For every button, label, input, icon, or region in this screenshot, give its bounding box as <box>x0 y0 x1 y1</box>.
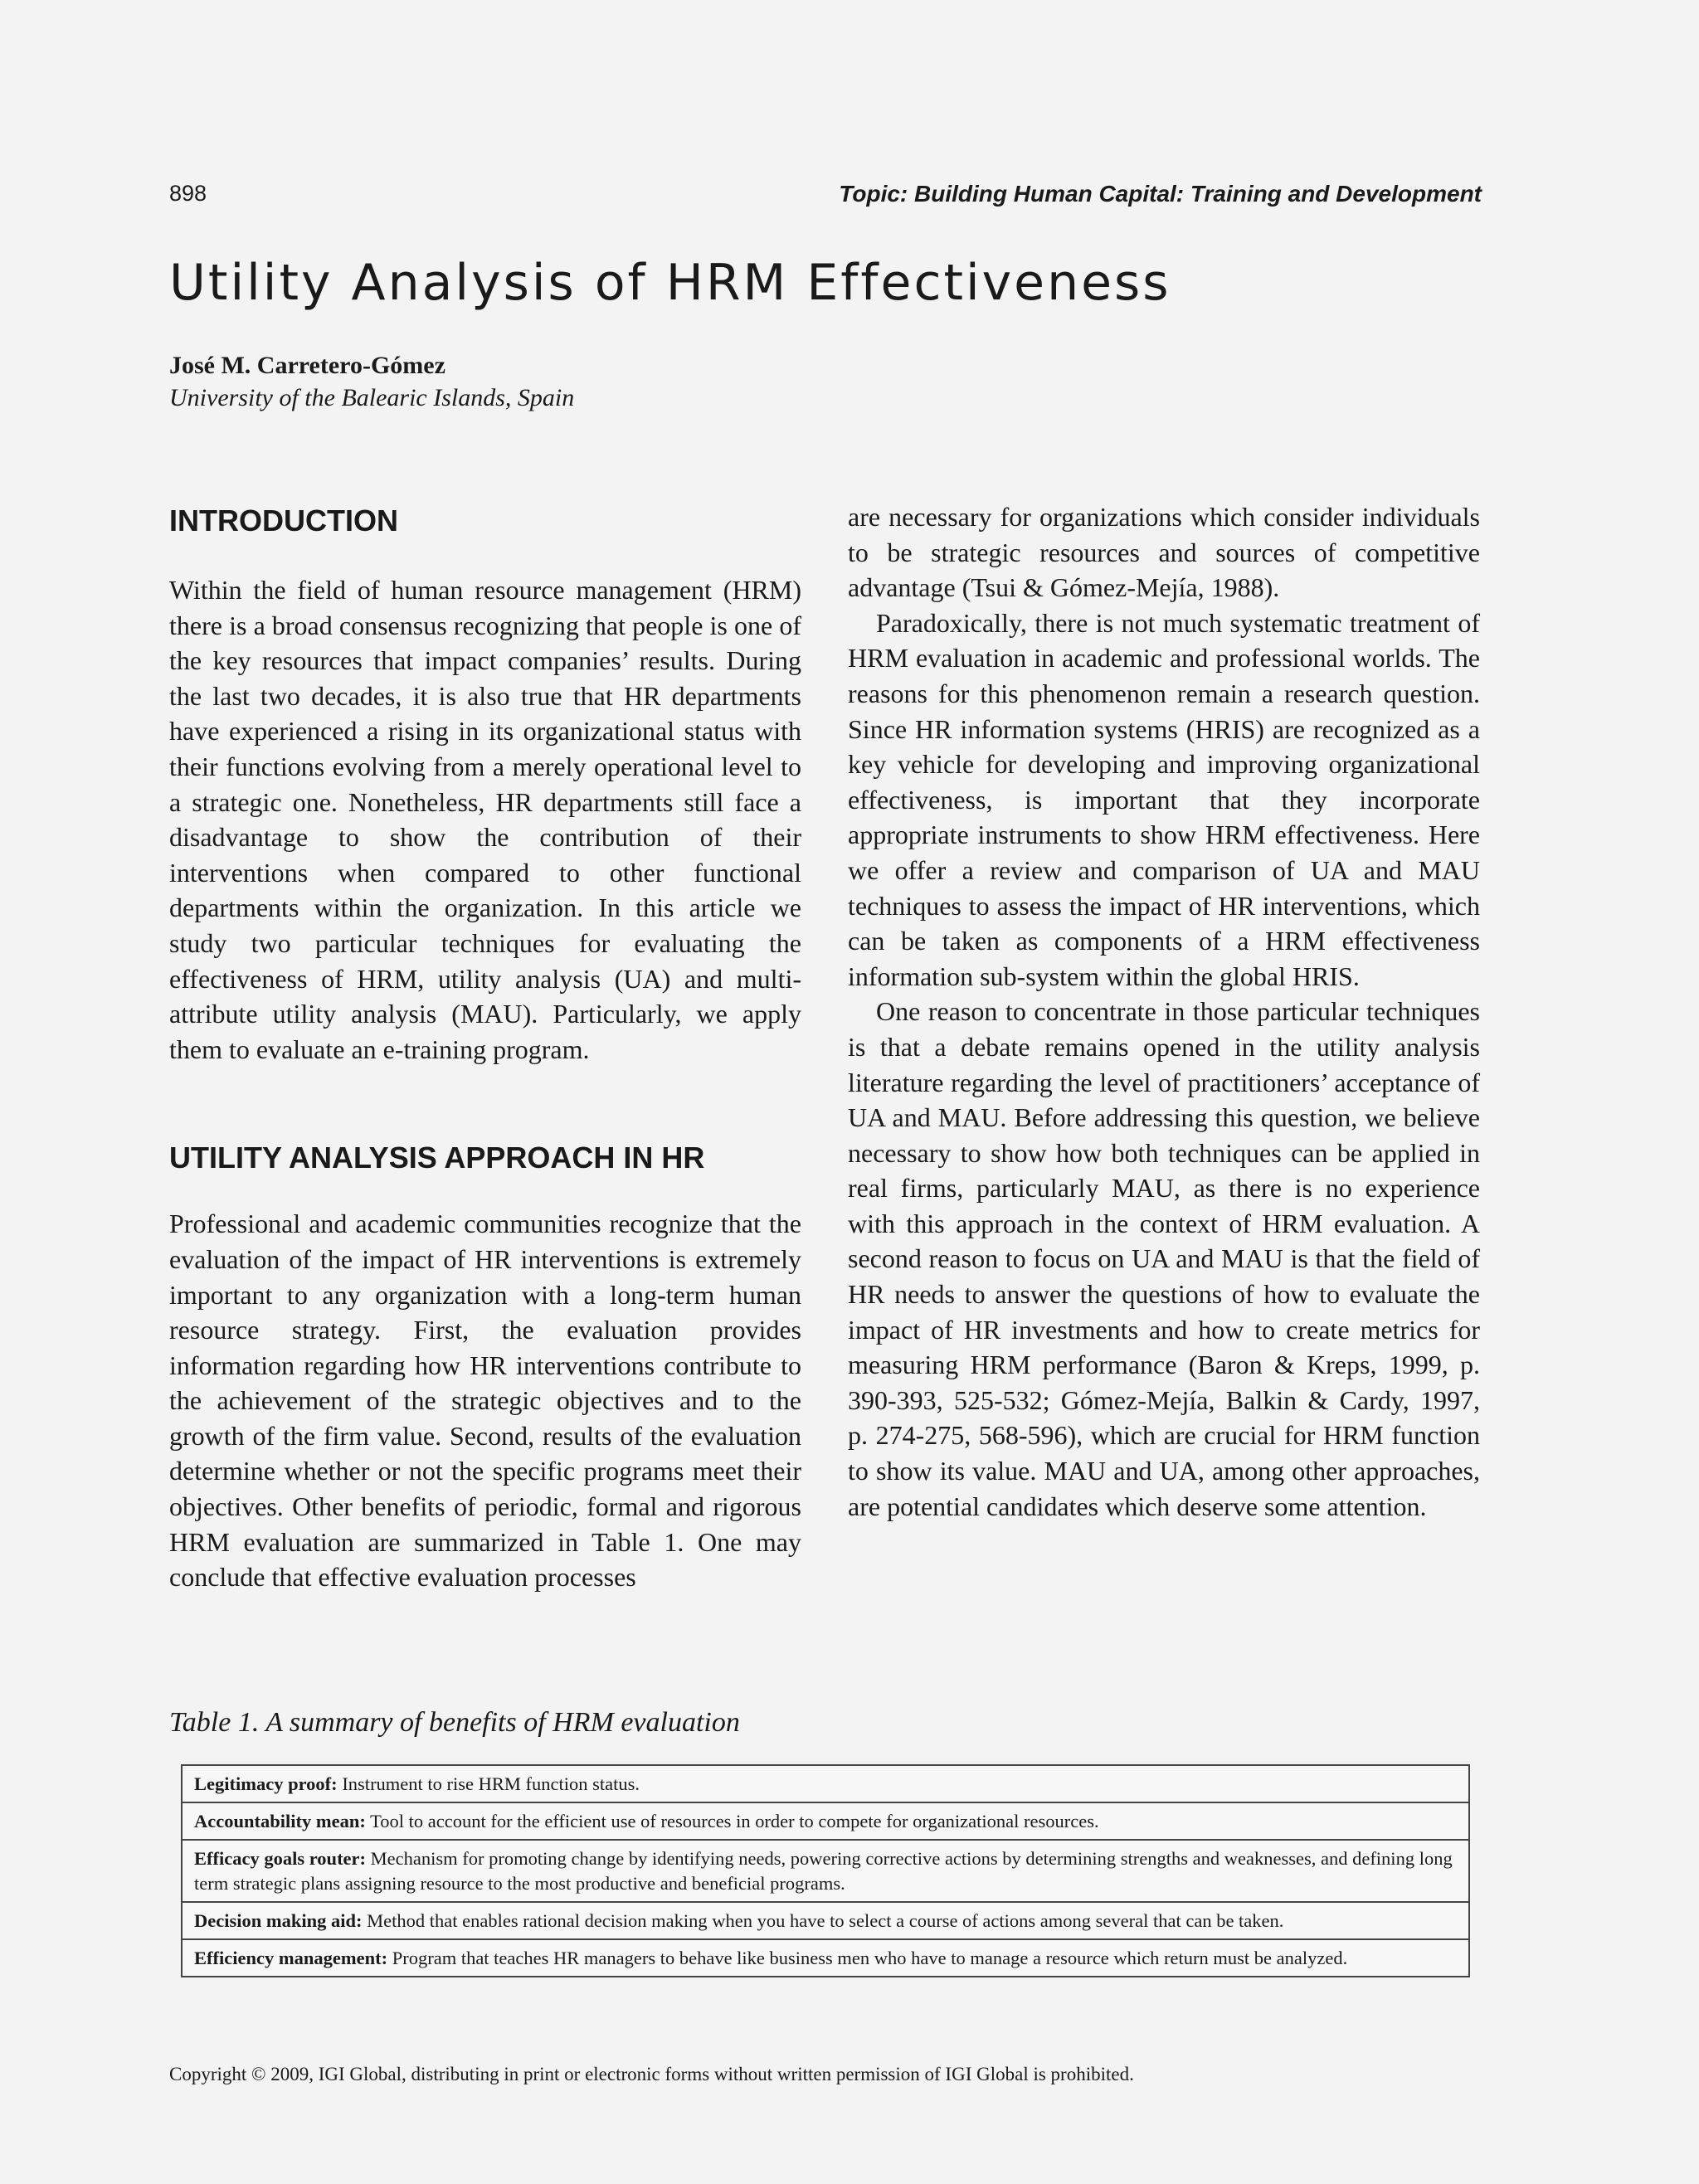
row-term: Efficiency management: <box>194 1948 388 1968</box>
row-term: Accountability mean: <box>194 1811 366 1831</box>
article-title: Utility Analysis of HRM Effectiveness <box>169 254 1171 312</box>
table-row <box>182 1802 1469 1840</box>
utility-analysis-paragraph: Professional and academic communities recognize that the evaluation of the impact of HR interventions is extremely important to any organization with a long-term human resource strategy. First, the evaluation provides information regarding how HR interventions contribute to the achievement of the strategic objectives and to the growth of the firm value. Second, results of the evaluation determine whether or not the specific programs meet their objectives. Other benefits of periodic, formal and rigorous HRM evaluation are summarized in Table 1. One may conclude that effective evaluation processes <box>169 1209 801 1593</box>
right-paragraph-2: Paradoxically, there is not much systematic treatment of HRM evaluation in academic and professional worlds. The reasons for this phenomenon remain a research question. Since HR information systems (HRIS) are recognized as a key vehicle for developing and improving organizational effectiveness, is important that they incorporate appropriate instruments to show HRM effectiveness. Here we offer a review and comparison of UA and MAU techniques to assess the impact of HR interventions, which can be taken as components of a HRM effectiveness information sub-system within the global HRIS. <box>848 607 1480 991</box>
page-number: 898 <box>169 181 207 206</box>
row-text: Program that teaches HR managers to behave like business men who have to manage a resource which return must be analyzed. <box>392 1948 1348 1968</box>
benefits-table <box>181 1764 1470 1977</box>
author-affiliation: University of the Balearic Islands, Spain <box>169 384 575 411</box>
right-paragraph-1: are necessary for organizations which consider individuals to be strategic resources and sources of competitive advantage (Tsui & Gómez-Mejía, 1988). <box>848 502 1480 603</box>
utility-analysis-heading: UTILITY ANALYSIS APPROACH IN HR <box>169 1141 705 1175</box>
table-cell <box>182 1840 1469 1902</box>
row-term: Decision making aid: <box>194 1910 363 1931</box>
table-cell <box>182 1902 1469 1939</box>
introduction-paragraph: Within the field of human resource management (HRM) there is a broad consensus recognizing that people is one of the key resources that impact companies’ results. During the last two decades, it is also true that HR departments have experienced a rising in its organizational status with their functions evolving from a merely operational level to a strategic one. Nonetheless, HR departments still face a disadvantage to show the contribution of their interventions when compared to other functional departments within the organization. In this article we study two particular techniques for evaluating the effectiveness of HRM, utility analysis (UA) and multi-attribute utility analysis (MAU). Particularly, we apply them to evaluate an e-training program. <box>169 575 801 1064</box>
row-text: Mechanism for promoting change by identifying needs, powering corrective actions by determining strengths and weaknesses, and defining long term strategic plans assigning resource to the most productive and beneficial programs. <box>194 1848 1453 1894</box>
right-column <box>848 499 1480 1524</box>
right-paragraph-3: One reason to concentrate in those particular techniques is that a debate remains opened in the utility analysis literature regarding the level of practitioners’ acceptance of UA and MAU. Before addressing this question, we believe necessary to show how both techniques can be applied in real firms, particularly MAU, as there is no experience with this approach in the context of HRM evaluation. A second reason to focus on UA and MAU is that the field of HR needs to answer the questions of how to evaluate the impact of HR investments and how to create metrics for measuring HRM performance (Baron & Kreps, 1999, p. 390-393, 525-532; Gómez-Mejía, Balkin & Cardy, 1997, p. 274-275, 568-596), which are crucial for HRM function to show its value. MAU and UA, among other approaches, are potential candidates which deserve some attention. <box>848 996 1480 1521</box>
copyright-notice: Copyright © 2009, IGI Global, distributing in print or electronic forms without written permission of IGI Global is prohibited. <box>169 2064 1134 2084</box>
left-column <box>169 501 801 1595</box>
table-cell <box>182 1765 1469 1802</box>
table-row <box>182 1902 1469 1939</box>
author-name: José M. Carretero-Gómez <box>169 352 445 379</box>
table-caption: Table 1. A summary of benefits of HRM evaluation <box>169 1707 740 1738</box>
row-text: Method that enables rational decision making when you have to select a course of actions among several that can be taken. <box>367 1910 1284 1931</box>
running-head: Topic: Building Human Capital: Training and Development <box>839 181 1482 207</box>
introduction-heading: INTRODUCTION <box>169 503 398 537</box>
table-row <box>182 1939 1469 1977</box>
table-cell <box>182 1802 1469 1840</box>
row-text: Tool to account for the efficient use of resources in order to compete for organizational resources. <box>370 1811 1099 1831</box>
table-cell <box>182 1939 1469 1977</box>
row-term: Efficacy goals router: <box>194 1848 367 1869</box>
table-row <box>182 1765 1469 1802</box>
row-text: Instrument to rise HRM function status. <box>342 1773 640 1794</box>
table-row <box>182 1840 1469 1902</box>
row-term: Legitimacy proof: <box>194 1773 338 1794</box>
